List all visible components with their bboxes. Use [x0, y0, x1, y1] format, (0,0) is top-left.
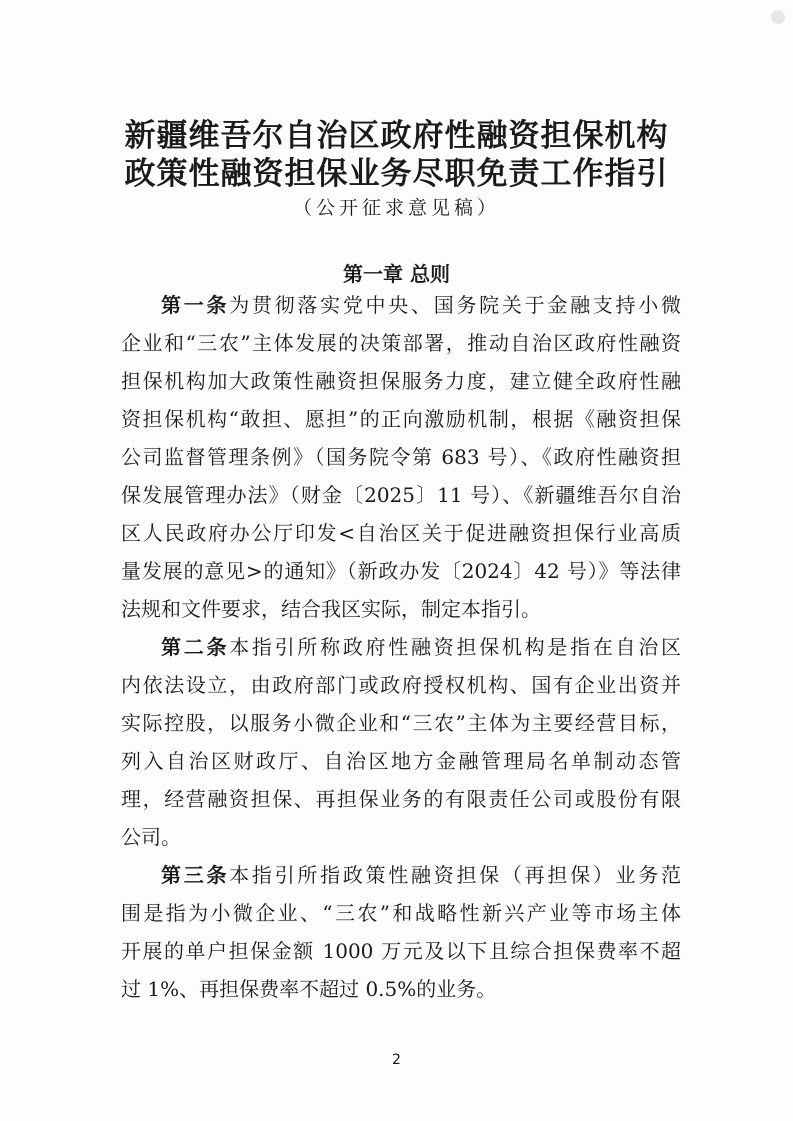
article-1-line-1: 第一条为贯彻落实党中央、国务院关于金融支持小微 — [161, 293, 681, 317]
article-2-line-3: 实际控股，以服务小微企业和“三农”主体为主要经营目标， — [121, 711, 681, 735]
article-3-line-1: 第三条本指引所指政策性融资担保（再担保）业务范 — [161, 863, 681, 887]
article-1-line-9: 法规和文件要求，结合我区实际，制定本指引。 — [121, 597, 541, 621]
article-1-line-7: 区人民政府办公厅印发<自治区关于促进融资担保行业高质 — [121, 521, 681, 545]
article-3-line-4: 过 1%、再担保费率不超过 0.5%的业务。 — [121, 977, 497, 1001]
chapter-heading: 第一章 总则 — [343, 262, 450, 286]
article-2-line-4: 列入自治区财政厅、自治区地方金融管理局名单制动态管 — [121, 749, 681, 773]
article-2-line-2: 内依法设立，由政府部门或政府授权机构、国有企业出资并 — [121, 673, 681, 697]
document-title-line-1: 新疆维吾尔自治区政府性融资担保机构 — [124, 118, 669, 154]
article-3-line-2: 围是指为小微企业、“三农”和战略性新兴产业等市场主体 — [121, 901, 681, 925]
article-2-line-1: 第二条本指引所称政府性融资担保机构是指在自治区 — [161, 635, 681, 659]
article-3-line-3: 开展的单户担保金额 1000 万元及以下且综合担保费率不超 — [121, 939, 681, 963]
article-1-line-6: 保发展管理办法》（财金〔2025〕11 号）、《新疆维吾尔自治 — [121, 483, 681, 507]
article-1-line-3: 担保机构加大政策性融资担保服务力度，建立健全政府性融 — [121, 369, 681, 393]
article-2-line-6: 公司。 — [121, 825, 181, 849]
article-1-line-2: 企业和“三农”主体发展的决策部署，推动自治区政府性融资 — [121, 331, 681, 355]
document-title-line-2: 政策性融资担保业务尽职免责工作指引 — [124, 156, 669, 192]
article-2-label: 第二条 — [161, 635, 230, 659]
article-3-label: 第三条 — [161, 863, 230, 887]
article-1-label: 第一条 — [161, 293, 230, 317]
page-number: 2 — [392, 1052, 401, 1068]
article-2-line-5: 理，经营融资担保、再担保业务的有限责任公司或股份有限 — [121, 787, 681, 811]
scan-mark — [771, 10, 785, 24]
article-1-line-4: 资担保机构“敢担、愿担”的正向激励机制，根据《融资担保 — [121, 407, 681, 431]
article-1-line-8: 量发展的意见>的通知》（新政办发〔2024〕42 号）》等法律 — [121, 559, 681, 583]
article-1-line-5: 公司监督管理条例》（国务院令第 683 号）、《政府性融资担 — [121, 445, 681, 469]
document-subtitle: （公开征求意见稿） — [292, 197, 500, 219]
